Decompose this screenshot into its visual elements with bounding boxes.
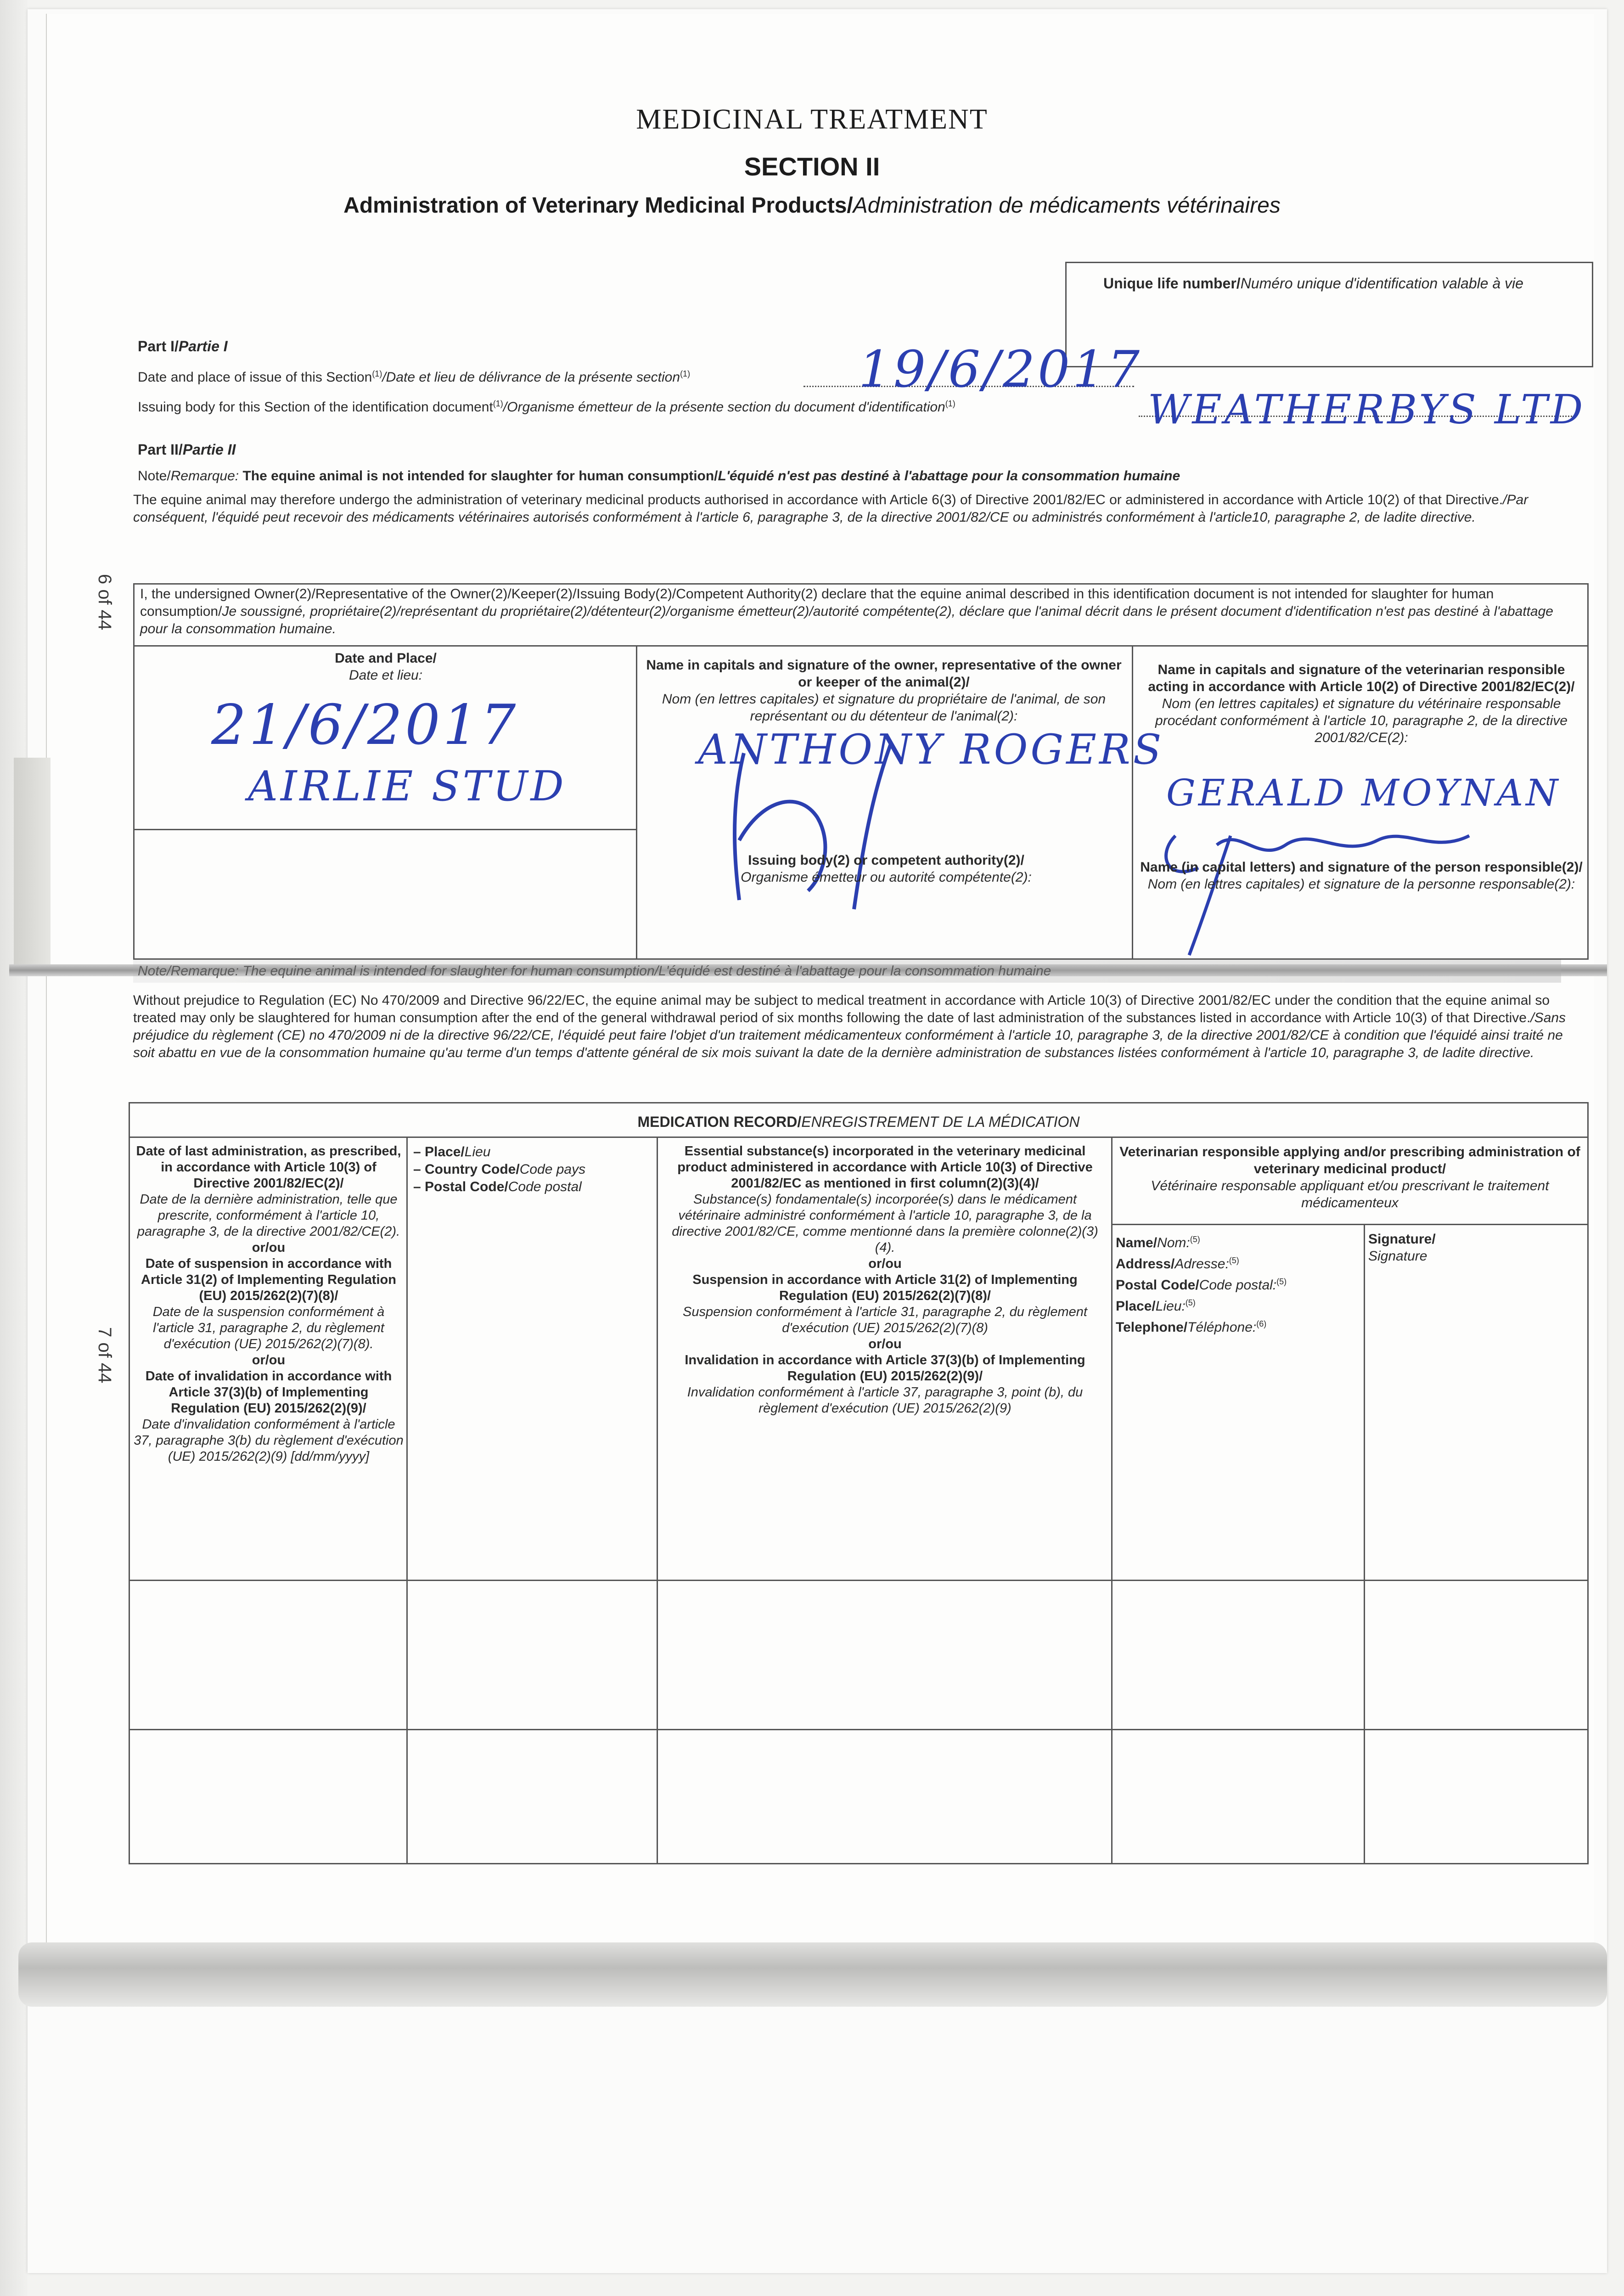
vet-field-label-fr: Code postal: <box>1199 1277 1277 1293</box>
vet-field-label-fr: Lieu: <box>1155 1299 1186 1314</box>
binder-strip <box>14 758 51 974</box>
issuing-body-handwritten[interactable]: WEATHERBYS LTD <box>1148 386 1586 433</box>
owner-name-handwritten[interactable]: ANTHONY ROGERS <box>698 726 1164 774</box>
vet-field-label-fr: Nom: <box>1157 1235 1190 1250</box>
vet-field-label: Place/ <box>1116 1299 1156 1314</box>
part1-heading: Part I/Partie I <box>138 338 228 355</box>
date-column-text: Date de la dernière administration, telle que prescrite, conformément à l'article 10, paragraphe 3, de la directive 2001/82/CE(2). <box>137 1192 400 1239</box>
med-col-vet-fields <box>1116 1231 1359 1336</box>
page-label-lower: 7 of 44 <box>95 1327 115 1384</box>
date-column-text: or/ou <box>252 1240 286 1255</box>
col-date-place-header: Date and Place/ Date et lieu: <box>335 651 437 683</box>
part2-note: Note/Remarque: The equine animal is not intended for slaughter for human consumption/L'équidé n'est pas destiné à l'abattage pour la consommation humaine <box>138 468 1180 484</box>
col-issuing-body-header: Issuing body(2) or competent authority(2)/ Organisme émetteur ou autorité compétente(2): <box>741 853 1032 885</box>
slaughter-note-bar: Note/Remarque: The equine animal is intended for slaughter for human consumption/L'équidé est destiné à l'abattage pour la consommation humaine <box>133 960 1561 983</box>
declaration-col-divider-2 <box>1132 645 1133 960</box>
part1-line1-label: Date and place of issue of this Section$^{(1)}$/Date et lieu de délivrance de la présente section$^{(1)}$ <box>138 369 691 385</box>
vet-field-footnote: (5) <box>1185 1298 1196 1307</box>
med-row-divider-2 <box>129 1729 1589 1730</box>
place-field-label: – Postal Code/ <box>413 1179 508 1194</box>
declaration-row-divider <box>133 829 636 830</box>
substance-column-text: or/ou <box>868 1337 902 1351</box>
substance-column-text: Invalidation in accordance with Article 37(3)(b) of Implementing Regulation (EU) 2015/262(2)(9)/ <box>685 1353 1085 1384</box>
place-field <box>413 1161 652 1178</box>
vet-field-footnote: (6) <box>1256 1319 1267 1328</box>
substance-column-text: Essential substance(s) incorporated in the veterinary medicinal product administered in accordance with Article 10(3) of Directive 2001/82/EC as mentioned in first column(2)(3)(4)/ <box>677 1144 1093 1191</box>
date-column-text: Date d'invalidation conformément à l'article 37, paragraphe 3(b) du règlement d'exécution (UE) 2015/262(2)(9) [dd/mm/yyyy] <box>134 1417 404 1464</box>
vet-field <box>1116 1315 1359 1336</box>
substance-column-text: Invalidation conformément à l'article 37, paragraphe 3, point (b), du règlement d'exécution (UE) 2015/262(2)(9) <box>687 1385 1083 1416</box>
substance-column-text: Suspension conformément à l'article 31, paragraphe 2, du règlement d'exécution (UE) 2015/262(2)(7)(8) <box>683 1305 1087 1335</box>
vet-field-label-fr: Téléphone: <box>1187 1320 1257 1335</box>
vet-field-footnote: (5) <box>1229 1256 1239 1265</box>
med-col-substance-header <box>663 1143 1107 1417</box>
signed-date-handwritten[interactable]: 21/6/2017 <box>211 693 519 757</box>
place-field-label-fr: Code postal <box>508 1179 582 1194</box>
col-vet-header: Name in capitals and signature of the veterinarian responsible acting in accordance with Article 10(2) of Directive 2001/82/EC(2)/ Nom (en lettres capitales) et signature du vétérinaire responsable procédant conformément à l'article 10, paragraphe 2, de la directive 2001/82/CE(2): <box>1148 662 1575 745</box>
vet-field <box>1116 1273 1359 1294</box>
declaration-col-divider-1 <box>636 645 637 960</box>
place-field-label: – Country Code/ <box>413 1162 520 1177</box>
substance-column-text: or/ou <box>868 1256 902 1271</box>
place-field-label: – Place/ <box>413 1144 465 1159</box>
subtitle-en: Administration of Veterinary Medicinal Products/ <box>343 193 853 218</box>
owner-signature[interactable] <box>689 726 1010 918</box>
med-col-divider-2 <box>657 1137 658 1864</box>
date-column-text: Date de la suspension conformément à l'article 31, paragraphe 2, du règlement d'exécution (UE) 2015/262(2)(7)(8). <box>152 1305 385 1351</box>
date-column-text: Date of invalidation in accordance with Article 37(3)(b) of Implementing Regulation (EU) 2015/262(2)(9)/ <box>145 1369 392 1416</box>
vet-field-label-fr: Adresse: <box>1174 1256 1229 1272</box>
part1-line2-label: Issuing body for this Section of the identification document$^{(1)}$/Organisme émetteur de la présente section du document d'identification$^{(1)}$ <box>138 399 955 415</box>
vet-field-label: Address/ <box>1116 1256 1175 1272</box>
vet-header-divider <box>1111 1224 1589 1225</box>
med-col-divider-1 <box>406 1137 408 1864</box>
vet-field-label: Name/ <box>1116 1235 1158 1250</box>
lower-note-paragraph: Without prejudice to Regulation (EC) No 470/2009 and Directive 96/22/EC, the equine animal may be subject to medical treatment in accordance with Article 10(3) of Directive 2001/82/EC under the condition that the equine animal so treated may only be slaughtered for human consumption after the end of the general withdrawal period of six months following the date of last administration of the substances listed in accordance with Article 10(3) of that Directive./Sans préjudice du règlement (CE) no 470/2009 ni de la directive 96/22/CE, l'équidé peut faire l'objet d'un traitement médicamenteux conformément à l'article 10, paragraphe 3, de la directive 2001/82/CE à condition que l'équidé ainsi traité ne soit abattu en vue de la consommation humaine qu'au terme d'un temps d'attente général de six mois suivant la date de la dernière administration de substances listées conformément à l'article 10, paragraphe 3, de ladite directive. <box>133 993 1566 1060</box>
page-title: MEDICINAL TREATMENT <box>636 104 988 135</box>
section-subtitle <box>0 193 1624 218</box>
place-field-label-fr: Lieu <box>464 1144 491 1159</box>
declaration-divider <box>133 645 1589 647</box>
medication-record-title: MEDICATION RECORD/ENREGISTREMENT DE LA MÉDICATION <box>637 1114 1080 1130</box>
vet-field <box>1116 1231 1359 1252</box>
vet-field-label: Postal Code/ <box>1116 1277 1199 1293</box>
date-column-text: Date of suspension in accordance with Article 31(2) of Implementing Regulation (EU) 2015/262(2)(7)(8)/ <box>141 1256 396 1303</box>
date-column-text: Date of last administration, as prescribed, in accordance with Article 10(3) of Directive 2001/82/EC(2)/ <box>136 1144 401 1191</box>
part2-heading: Part II/Partie II <box>138 441 236 458</box>
medication-title-divider <box>129 1137 1589 1138</box>
med-col-divider-4 <box>1364 1224 1365 1864</box>
unique-life-label: Unique life number/Numéro unique d'identification valable à vie <box>1103 275 1523 292</box>
issue-date-handwritten[interactable]: 19/6/2017 <box>859 340 1143 399</box>
med-col-vet-header: Veterinarian responsible applying and/or prescribing administration of veterinary medicinal product/ Vétérinaire responsable appliquant et/ou prescrivant le traitement médicamenteux <box>1119 1144 1580 1210</box>
substance-column-text: Substance(s) fondamentale(s) incorporée(s) dans le médicament vétérinaire administré conformément à l'article 10, paragraphe 3, de la directive 2001/82/CE, comme mentionné dans la première colonne(2)(3)(4). <box>672 1192 1098 1255</box>
med-col-place-header <box>413 1143 652 1196</box>
declaration-text: I, the undersigned Owner(2)/Representative of the Owner(2)/Keeper(2)/Issuing Body(2)/Competent Authority(2) declare that the equine animal described in this identification document is not intended for slaughter for human consumption/Je soussigné, propriétaire(2)/représentant du propriétaire(2)/détenteur(2)/organisme émetteur(2)/autorité compétente(2), déclare que l'animal décrit dans le présent document d'identification n'est pas destiné à l'abattage pour la consommation humaine. <box>140 586 1553 636</box>
unique-life-number-box[interactable] <box>1065 262 1593 367</box>
med-row-divider-1 <box>129 1580 1589 1581</box>
med-col-divider-3 <box>1111 1137 1113 1864</box>
vet-field <box>1116 1252 1359 1273</box>
part2-paragraph: The equine animal may therefore undergo the administration of veterinary medicinal products authorised in accordance with Article 6(3) of Directive 2001/82/EC or administered in accordance with Article 10(2) of that Directive./Par conséquent, l'équidé peut recevoir des médicaments vétérinaires autorisés conformément à l'article 6, paragraphe 3, de la directive 2001/82/CE ou administrés conformément à l'article10, paragraphe 2, de ladite directive. <box>133 492 1528 525</box>
signed-place-handwritten[interactable]: AIRLIE STUD <box>248 762 567 810</box>
med-col-date-header <box>133 1143 404 1465</box>
vet-field <box>1116 1294 1359 1315</box>
col-responsible-person-header: Name (in capital letters) and signature of the person responsible(2)/ Nom (en lettres capitales) et signature de la personne responsable(2): <box>1140 860 1583 892</box>
binder-edge <box>18 1942 1607 2007</box>
place-field-label-fr: Code pays <box>519 1162 586 1177</box>
place-field <box>413 1178 652 1196</box>
vet-field-label: Telephone/ <box>1116 1320 1188 1335</box>
substance-column-text: Suspension in accordance with Article 31(2) of Implementing Regulation (EU) 2015/262(2)(7)(8)/ <box>692 1272 1078 1303</box>
vet-field-footnote: (5) <box>1276 1277 1287 1286</box>
vet-name-handwritten[interactable]: GERALD MOYNAN <box>1166 771 1561 814</box>
vet-field-footnote: (5) <box>1190 1235 1200 1244</box>
section-title: SECTION II <box>744 152 880 181</box>
med-col-signature-header: Signature/ Signature <box>1368 1232 1436 1264</box>
page-label-upper: 6 of 44 <box>95 574 115 630</box>
col-owner-header: Name in capitals and signature of the owner, representative of the owner or keeper of the animal(2)/ Nom (en lettres capitales) et signature du propriétaire de l'animal, de son représentant ou du détenteur de l'animal(2): <box>646 658 1122 724</box>
subtitle-fr: Administration de médicaments vétérinaires <box>853 193 1281 218</box>
date-column-text: or/ou <box>252 1353 286 1367</box>
place-field <box>413 1143 652 1161</box>
